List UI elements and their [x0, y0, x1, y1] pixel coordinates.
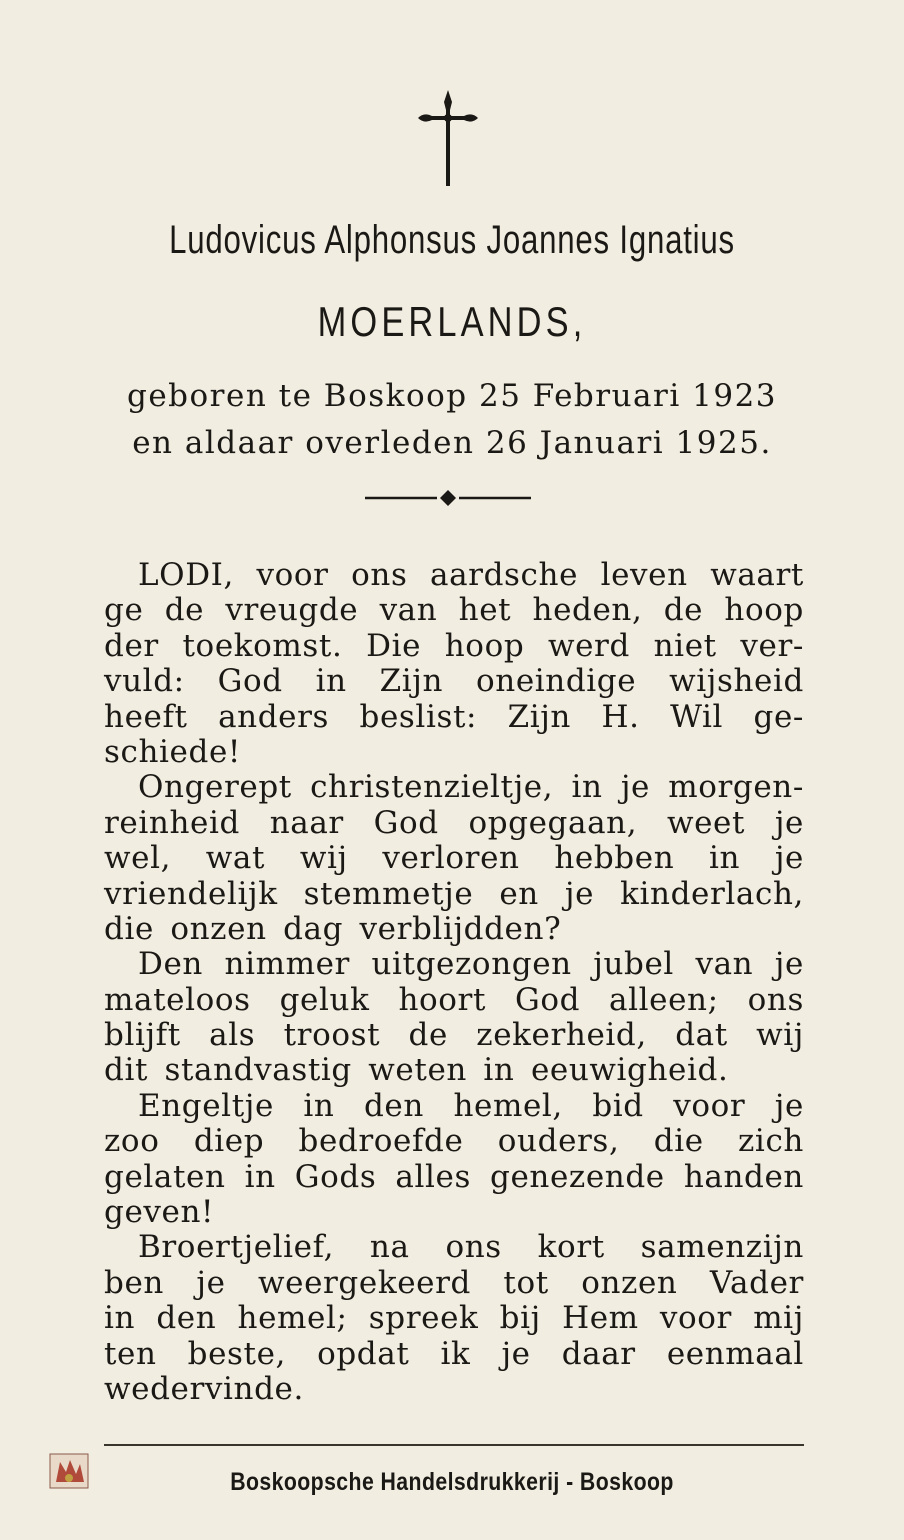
text-line: dit standvastig weten in eeuwigheid. [104, 1052, 729, 1089]
text-line: Den nimmer uitgezongen jubel van je [138, 946, 804, 983]
text-line: ten beste, opdat ik je daar eenmaal [104, 1335, 804, 1372]
text-line: Broertjelief, na ons kort samenzijn [138, 1229, 804, 1266]
text-line: Ongerept christenzieltje, in je morgen- [138, 769, 804, 806]
full-given-names: Ludovicus Alphonsus Joannes Ignatius [169, 218, 735, 262]
text-line: die onzen dag verblijdden? [104, 910, 562, 947]
text-line: vuld: God in Zijn oneindige wijsheid [104, 663, 804, 700]
birth-line: geboren te Boskoop 25 Februari 1923 [126, 378, 778, 414]
text-line: der toekomst. Die hoop werd niet ver- [104, 627, 804, 664]
text-line: Engeltje in den hemel, bid voor je [138, 1087, 804, 1124]
text-line: blijft als troost de zekerheid, dat wij [104, 1017, 804, 1054]
text-line: LODI, voor ons aardsche leven waart [138, 557, 804, 593]
text-line: schiede! [104, 733, 241, 770]
printer-credit: Boskoopsche Handelsdrukkerij - Boskoop [230, 1468, 674, 1496]
text-line: gelaten in Gods alles genezende handen [104, 1158, 804, 1195]
text-line: wedervinde. [104, 1370, 304, 1407]
cross-icon [412, 88, 484, 188]
text-line: zoo diep bedroefde ouders, die zich [104, 1123, 804, 1160]
text-line: ben je weergekeerd tot onzen Vader [104, 1264, 804, 1301]
text-line: in den hemel; spreek bij Hem voor mij [104, 1300, 804, 1337]
death-line: en aldaar overleden 26 Januari 1925. [132, 425, 772, 461]
memorial-text [104, 558, 804, 1407]
text-line: ge de vreugde van het heden, de hoop [104, 592, 804, 629]
text-line: vriendelijk stemmetje en je kinderlach, [104, 875, 804, 912]
text-line: wel, wat wij verloren hebben in je [104, 840, 804, 877]
text-line: mateloos geluk hoort God alleen; ons [104, 981, 804, 1018]
text-line: heeft anders beslist: Zijn H. Wil ge- [104, 698, 804, 735]
surname: MOERLANDS, [317, 298, 587, 345]
footer-rule [104, 1444, 804, 1446]
text-line: geven! [104, 1194, 215, 1231]
diamond-divider-icon [365, 488, 531, 508]
text-line: reinheid naar God opgegaan, weet je [104, 804, 804, 841]
